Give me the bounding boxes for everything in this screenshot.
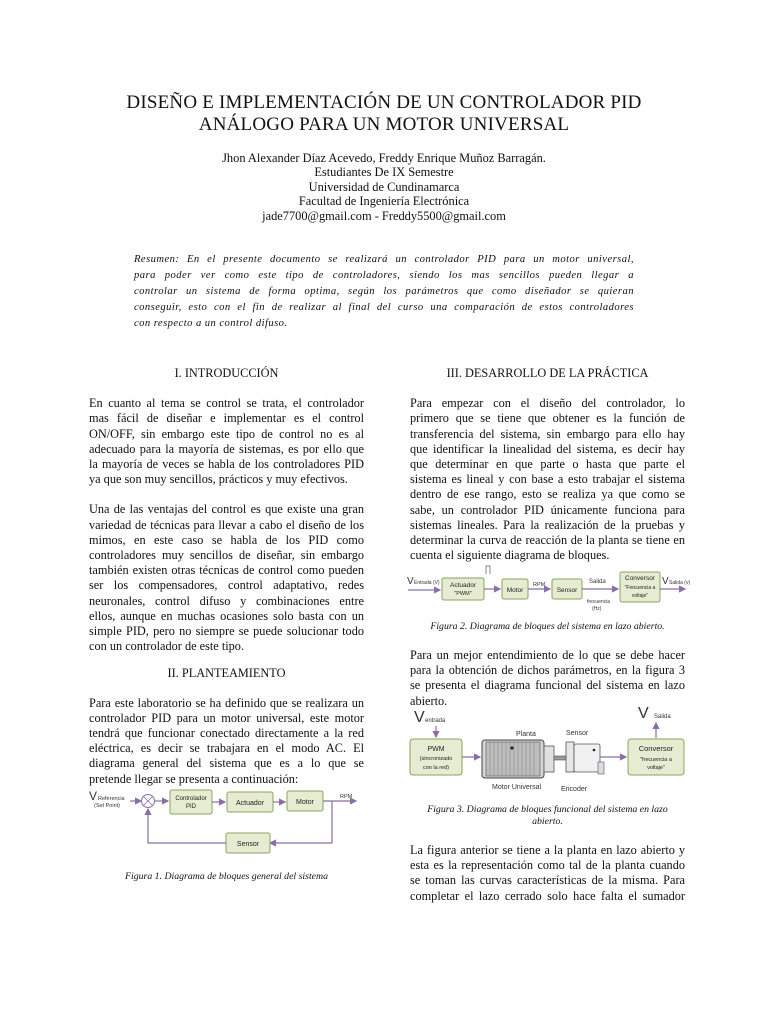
text-line: esta es la representación como tal de la planta cuando (410, 858, 685, 873)
figure-3-caption-l2: abierto. (532, 816, 563, 827)
text-line: La figura anterior se tiene a la planta en lazo abierto y (410, 843, 685, 857)
fig2-v-in: V (407, 576, 414, 587)
fig2-conv-l3: voltaje" (631, 593, 649, 599)
text-line: ser los compensadores, control adaptativo, redes (89, 578, 364, 593)
text-line: controladores muy sencillos de diseñar, sin embargo (89, 548, 364, 563)
fig2-v-out: V (662, 576, 669, 587)
text-line: sistemas lineales. Para la realización de la pruebas y (410, 517, 685, 532)
section-heading-planteamiento: II. PLANTEAMIENTO (167, 666, 286, 681)
fig3-encoder-label: Encoder (561, 786, 588, 793)
text-line: también existen otras técnicas de control como pueden (89, 563, 364, 578)
text-line: controlador PID para un motor universal, este motor (89, 710, 364, 725)
abstract-line: Resumen: En el presente documento se realizará un controlador PID para un motor universal, (134, 254, 634, 265)
fig3-conv-l2: "frecuencia a (640, 757, 672, 763)
desarrollo-paragraph-1 (410, 396, 685, 563)
abstract-line: con respecto a un control difuso. (134, 318, 288, 329)
fig3-pwm-l1: PWM (427, 746, 445, 753)
text-line: primero que se tiene que obtener es la función de (410, 411, 685, 426)
text-line: diagrama general del sistema que es a lo que se (89, 756, 364, 771)
fig3-v-in-sub: entrada (425, 718, 446, 724)
fig1-controller-l2: PID (185, 804, 197, 810)
intro-paragraph-2 (89, 502, 364, 654)
text-line: abierto. (410, 693, 448, 708)
fig3-pwm-l2: (sincronizado (419, 756, 453, 762)
text-line: que determinar en que parte o hasta que parte el (410, 457, 685, 472)
text-line: dentro de ese rango, esto se realiza ya que como se (410, 487, 685, 502)
fig1-setpoint: (Set Point) (94, 803, 120, 809)
text-line: Una de las ventajas del control es que existe una gran (89, 502, 364, 517)
fig2-v-out-sub: Salida (v) (669, 580, 691, 586)
paper-title (60, 92, 708, 136)
fig2-freq-l2: (Hz) (592, 606, 602, 612)
author-emails: jade7700@gmail.com - Freddy5500@gmail.com (262, 208, 506, 223)
fig3-conv-l1: Conversor (638, 744, 674, 753)
fig2-sensor-label: Sensor (556, 587, 578, 594)
left-column (89, 366, 364, 787)
text-line: mimos, en este caso se habla de los PID como (89, 532, 364, 547)
planteamiento-paragraph (89, 696, 364, 787)
abstract-line: conseguir, esto con el fin de realizar al final del curso una comparación de estos controladores (134, 302, 634, 313)
text-line: mas fácil de diseñar e implementar es el control (89, 411, 364, 426)
fig3-pwm-l3: con la red) (423, 765, 449, 771)
author-faculty: Facultad de Ingeniería Electrónica (298, 194, 470, 209)
abstract-line: controlar un sistema de forma optima, según los parámetros que como diseñador se quieran (134, 286, 634, 297)
text-line: completar el lazo cerrado solo hace falta el sumador (410, 888, 685, 903)
fig2-rpm: RPM (533, 582, 546, 588)
text-line: con un controlador de este tipo. (89, 639, 245, 654)
right-column (410, 366, 685, 563)
fig2-actuator-l2: "PWM" (454, 591, 472, 597)
figure-3-caption (410, 804, 685, 828)
text-line: se presenta el diagrama funcional del sistema en lazo (410, 678, 685, 693)
fig3-v-out: V (638, 705, 649, 722)
section-heading-desarrollo: III. DESARROLLO DE LA PRÁCTICA (446, 366, 649, 380)
fig1-rpm-label: RPM (340, 794, 353, 800)
text-line: cuenta el siguiente diagrama de bloques. (410, 548, 610, 563)
author-block (100, 151, 668, 223)
intro-paragraph-1 (89, 396, 364, 487)
fig2-v-in-sub: Entrada (V) (414, 580, 440, 586)
fig2-conv-l1: Conversor (625, 575, 655, 582)
text-line: ellos, aunque en muchas ocasiones solo basta con un (89, 608, 364, 623)
desarrollo-paragraph-2 (410, 648, 685, 709)
fig2-salida: Salida (589, 579, 606, 585)
fig3-v-in: V (414, 709, 425, 726)
figure-1-diagram (88, 786, 360, 858)
fig1-controller-l1: Controlador (175, 796, 207, 802)
author-role: Estudiantes De IX Semestre (314, 165, 454, 180)
fig1-motor-label: Motor (296, 799, 314, 806)
text-line: neuronales, control difuso y combinaciones entre (89, 593, 364, 608)
fig3-conv-l3: voltaje" (647, 765, 665, 771)
fig1-controller-block (170, 790, 212, 814)
fig3-v-out-sub: Salida (654, 714, 671, 720)
text-line: adecuado para la mayoría de sistemas, es por ello que (89, 441, 364, 456)
author-university: Universidad de Cundinamarca (308, 179, 460, 194)
text-line: pretende llegar se presenta a continuación: (89, 771, 299, 786)
text-line: determinar la curva de reacción de la planta se tiene en (410, 533, 685, 548)
fig3-motor-drawing (482, 740, 566, 778)
text-line: se toman las curvas características de la misma. Para (410, 873, 685, 888)
figure-3-diagram (406, 706, 688, 794)
text-line: sistema es lineal y con base a esto trabajar el sistema (410, 472, 685, 487)
fig2-freq-l1: frecuencia (587, 599, 611, 605)
text-line: sabe, un controlador PID únicamente funciona para (410, 502, 685, 517)
fig3-planta: Planta (516, 731, 536, 738)
text-line: transferencia del sistema, sin embargo para ello hay (410, 426, 685, 441)
text-line: variedad de técnicas para llevar a cabo el diseño de los (89, 517, 364, 532)
text-line: para la obtención de dichos parámetros, en la figura 3 (410, 663, 685, 678)
fig2-conv-l2: "Frecuencia a (624, 585, 656, 591)
text-line: Para este laboratorio se ha definido que se realizara un (89, 695, 364, 710)
figure-1-caption: Figura 1. Diagrama de bloques general del sistema (125, 871, 328, 882)
text-line: simple PID, pero no siempre se puede solucionar todo (89, 624, 364, 639)
abstract-line: para poder ver como este tipo de controladores, siendo los mas sencillos pueden llegar a (134, 270, 634, 281)
text-line: ON/OFF, sin embargo este tipo de control no es al (89, 426, 364, 441)
title-line-2: ANÁLOGO PARA UN MOTOR UNIVERSAL (198, 114, 570, 135)
figure-2-diagram (406, 562, 691, 612)
fig1-actuator-label: Actuador (235, 800, 265, 807)
text-line: Para empezar con el diseño del controlador, lo (410, 396, 685, 411)
text-line: Para un mejor entendimiento de lo que se debe hacer (410, 648, 685, 662)
text-line: tendrá que funcionar conectado directamente a la red (89, 726, 364, 741)
fig2-actuator-l1: Actuador (449, 582, 477, 589)
figure-3-caption-l1: Figura 3. Diagrama de bloques funcional del sistema en lazo (427, 804, 668, 815)
fig3-sensor: Sensor (566, 730, 589, 737)
author-names: Jhon Alexander Díaz Acevedo, Freddy Enrique Muñoz Barragán. (222, 151, 546, 165)
section-heading-introduccion: I. INTRODUCCIÓN (174, 366, 279, 380)
fig1-v-label: V (89, 789, 98, 803)
text-line: ya que son muy sencillos, prácticos y muy efectivos. (89, 472, 348, 487)
text-line: la mayoría de veces se habla de los controladores PID (89, 457, 364, 472)
figure-2-caption: Figura 2. Diagrama de bloques del sistema en lazo abierto. (430, 621, 665, 632)
text-line: que identificar la linealidad del sistema, es decir hay (410, 441, 685, 456)
fig3-motor-label: Motor Universal (492, 784, 542, 791)
abstract (134, 252, 634, 332)
fig3-encoder-drawing (566, 742, 604, 774)
title-line-1: DISEÑO E IMPLEMENTACIÓN DE UN CONTROLADOR PID (126, 92, 642, 113)
fig1-v-sub: Referencia (98, 796, 125, 802)
svg-text:V (89, 789, 97, 803)
fig1-sensor-label: Sensor (236, 841, 260, 848)
fig2-motor-label: Motor (506, 587, 524, 594)
text-line: eléctrica, es decir se trabajara en el modo AC. El (89, 741, 364, 756)
desarrollo-paragraph-3 (410, 843, 685, 904)
text-line: En cuanto al tema se control se trata, el controlador (89, 396, 364, 411)
